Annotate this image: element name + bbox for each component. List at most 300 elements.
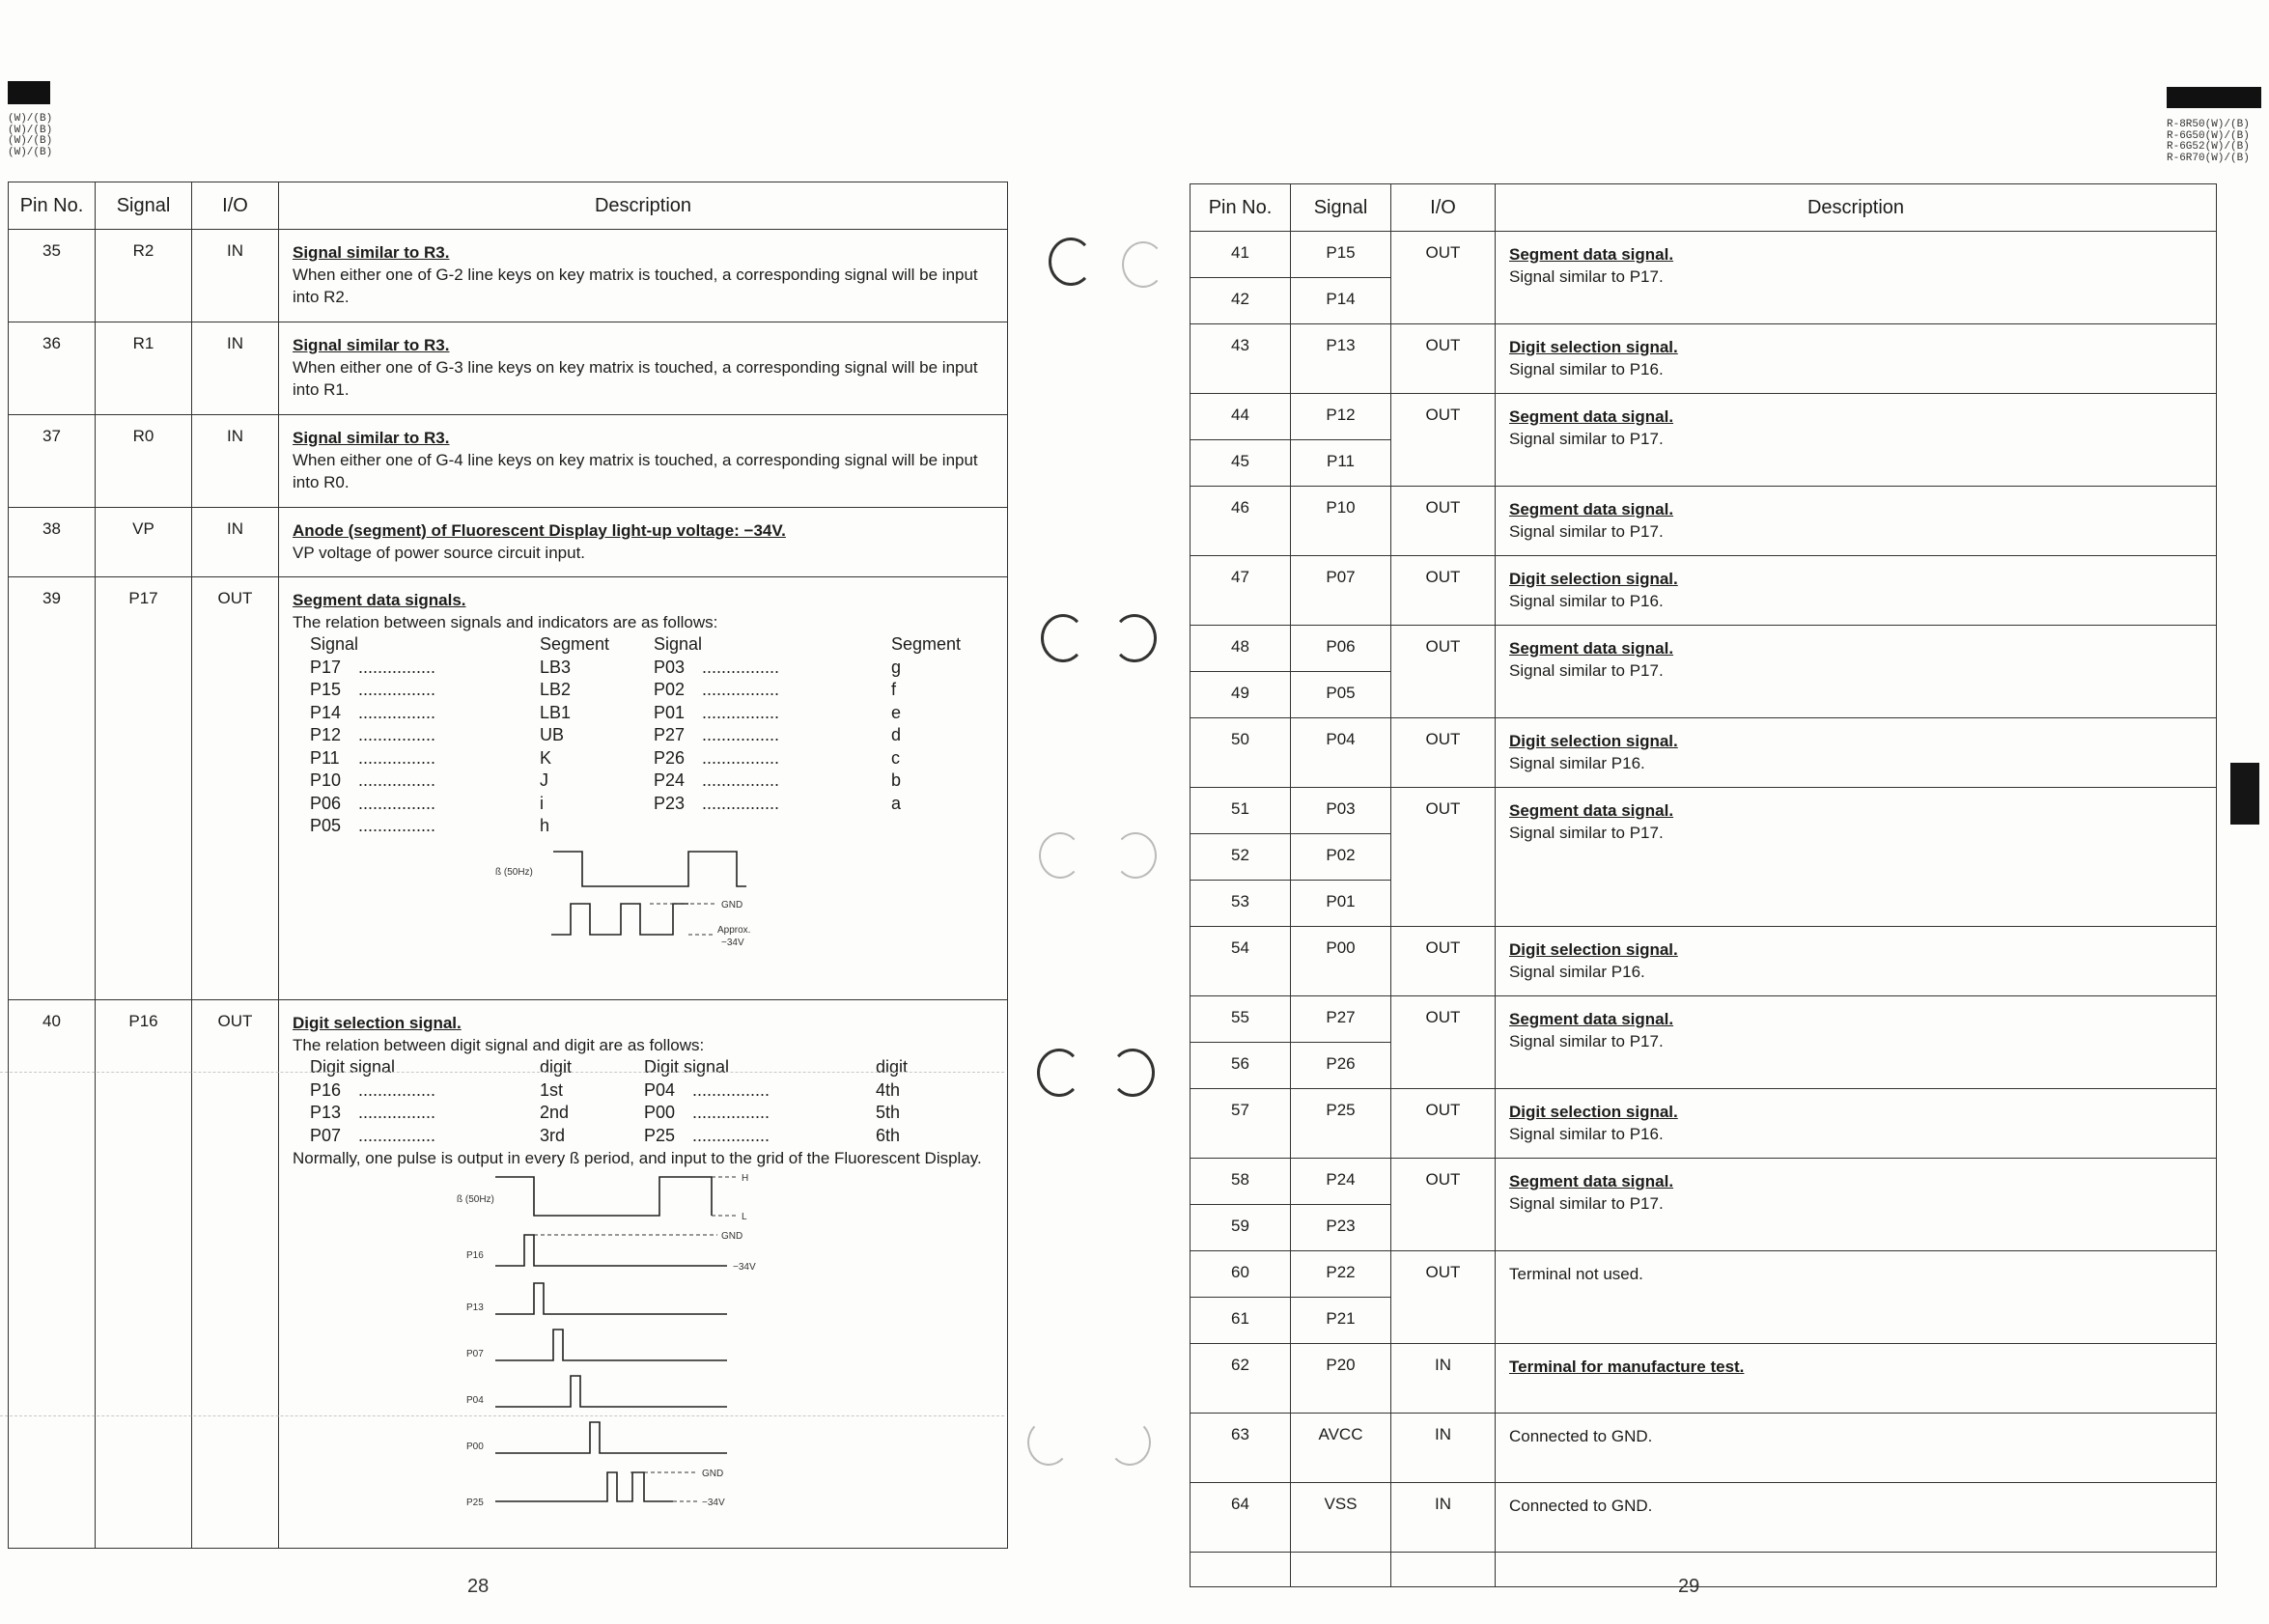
rel-col-header: digit bbox=[876, 1057, 909, 1077]
pin-cell: 54 bbox=[1191, 927, 1291, 996]
wave-clock-label: ß (50Hz) bbox=[495, 866, 533, 878]
table-row bbox=[1191, 996, 2217, 1043]
punch-hole-icon bbox=[1108, 1419, 1151, 1466]
clock-waveform bbox=[553, 852, 746, 886]
rel-signal: P15 bbox=[310, 680, 342, 699]
description-cell bbox=[1496, 927, 2217, 996]
description-heading: Signal similar to R3. bbox=[293, 429, 450, 447]
model-code: (W)/(B) bbox=[8, 135, 53, 147]
table-row bbox=[1191, 788, 2217, 834]
wave-volt-label-2: −34V bbox=[702, 1498, 725, 1508]
table-row bbox=[1191, 1483, 2217, 1553]
wave-signal-label: P07 bbox=[466, 1349, 484, 1359]
io-cell: IN bbox=[192, 230, 279, 322]
col-io: I/O bbox=[1391, 184, 1496, 232]
pin-cell: 45 bbox=[1191, 440, 1291, 487]
io-cell: OUT bbox=[1391, 394, 1496, 487]
signal-cell: P10 bbox=[1291, 487, 1391, 556]
pin-cell: 63 bbox=[1191, 1414, 1291, 1483]
description-text: When either one of G-3 line keys on key matrix is touched, a corresponding signal will be input into R1. bbox=[293, 358, 978, 399]
pin-cell: 42 bbox=[1191, 278, 1291, 324]
wave-approx-label: Approx. bbox=[717, 924, 751, 936]
pin-cell: 47 bbox=[1191, 556, 1291, 626]
rel-value: LB1 bbox=[540, 702, 572, 722]
signal-cell: P11 bbox=[1291, 440, 1391, 487]
rel-signal: P16 bbox=[310, 1079, 342, 1100]
rel-value: 3rd bbox=[540, 1125, 566, 1145]
description-text: Signal similar to P17. bbox=[1509, 1194, 1664, 1213]
io-cell: IN bbox=[1391, 1483, 1496, 1553]
scan-artifact-line bbox=[0, 1072, 1004, 1073]
table-row bbox=[9, 577, 1008, 1000]
rel-value: 6th bbox=[876, 1125, 901, 1145]
wave-signal-label: P16 bbox=[466, 1250, 484, 1261]
left-pin-table bbox=[8, 182, 1008, 1549]
io-cell: OUT bbox=[1391, 1159, 1496, 1251]
punch-hole-icon bbox=[1041, 614, 1085, 662]
io-cell: IN bbox=[1391, 1414, 1496, 1483]
rel-dots: ................ bbox=[692, 1103, 770, 1122]
pin-cell: 40 bbox=[9, 1000, 96, 1549]
pin-cell: 35 bbox=[9, 230, 96, 322]
punch-hole-icon bbox=[1122, 241, 1164, 288]
description-heading: Digit selection signal. bbox=[293, 1014, 462, 1032]
col-signal: Signal bbox=[96, 182, 192, 230]
rel-col-header: Segment bbox=[540, 634, 610, 654]
signal-cell: P02 bbox=[1291, 834, 1391, 881]
digit-note: Normally, one pulse is output in every ß period, and input to the grid of the Fluorescent Display. bbox=[293, 1149, 982, 1167]
description-cell bbox=[1496, 1483, 2217, 1553]
p04-waveform bbox=[495, 1376, 727, 1407]
rel-signal: P06 bbox=[310, 793, 342, 813]
punch-hole-icon bbox=[1114, 832, 1157, 879]
rel-dots: ................ bbox=[358, 747, 436, 768]
pin-cell: 58 bbox=[1191, 1159, 1291, 1205]
rel-dots: ................ bbox=[692, 1079, 770, 1100]
pin-cell: 57 bbox=[1191, 1089, 1291, 1159]
description-cell bbox=[1496, 232, 2217, 324]
wave-gnd-label: GND bbox=[721, 899, 743, 910]
pin-cell: 60 bbox=[1191, 1251, 1291, 1298]
table-row bbox=[9, 1000, 1008, 1549]
punch-hole-icon bbox=[1027, 1419, 1070, 1466]
signal-cell: P20 bbox=[1291, 1344, 1391, 1414]
pin-cell: 41 bbox=[1191, 232, 1291, 278]
page-number-left: 28 bbox=[467, 1576, 490, 1597]
scan-artifact-line bbox=[0, 1415, 1004, 1416]
description-text: Signal similar to P16. bbox=[1509, 592, 1664, 610]
right-black-tab bbox=[2167, 87, 2261, 108]
pin-cell: 56 bbox=[1191, 1043, 1291, 1089]
table-row bbox=[1191, 487, 2217, 556]
signal-cell: VP bbox=[96, 508, 192, 577]
table-row bbox=[1191, 394, 2217, 440]
io-cell: IN bbox=[192, 415, 279, 508]
description-heading: Segment data signal. bbox=[1509, 500, 1674, 518]
rel-value: K bbox=[540, 747, 552, 768]
wave-gnd-label: GND bbox=[721, 1231, 743, 1242]
table-row bbox=[9, 230, 1008, 322]
description-text: Connected to GND. bbox=[1509, 1427, 1653, 1445]
io-cell: OUT bbox=[1391, 487, 1496, 556]
description-heading: Digit selection signal. bbox=[1509, 1103, 1678, 1121]
io-cell: IN bbox=[192, 508, 279, 577]
signal-cell: P21 bbox=[1291, 1298, 1391, 1344]
rel-signal: P25 bbox=[644, 1125, 676, 1145]
description-cell bbox=[1496, 1159, 2217, 1251]
rel-value: LB3 bbox=[540, 657, 572, 677]
pin-cell: 64 bbox=[1191, 1483, 1291, 1553]
signal-cell: R0 bbox=[96, 415, 192, 508]
pin-cell: 53 bbox=[1191, 881, 1291, 927]
rel-value: UB bbox=[540, 725, 565, 744]
rel-signal: P03 bbox=[654, 657, 686, 677]
rel-dots: ................ bbox=[702, 770, 780, 790]
punch-hole-icon bbox=[1110, 1049, 1155, 1097]
p07-waveform bbox=[495, 1330, 727, 1360]
model-code: (W)/(B) bbox=[8, 124, 53, 136]
rel-dots: ................ bbox=[358, 680, 436, 699]
io-cell: OUT bbox=[1391, 718, 1496, 788]
page-number-right: 29 bbox=[1678, 1576, 1700, 1597]
p16-waveform bbox=[495, 1235, 727, 1266]
model-code: R-8R50(W)/(B) bbox=[2167, 119, 2250, 130]
table-row bbox=[9, 508, 1008, 577]
table-row-filler bbox=[1191, 1553, 2217, 1587]
pin-cell: 59 bbox=[1191, 1205, 1291, 1251]
signal-cell: P00 bbox=[1291, 927, 1391, 996]
description-cell bbox=[279, 508, 1008, 577]
description-text: When either one of G-2 line keys on key matrix is touched, a corresponding signal will be input into R2. bbox=[293, 266, 978, 306]
punch-hole-icon bbox=[1112, 614, 1157, 662]
description-cell bbox=[1496, 324, 2217, 394]
signal-cell: P05 bbox=[1291, 672, 1391, 718]
wave-clock-label: ß (50Hz) bbox=[457, 1194, 494, 1205]
rel-value: 4th bbox=[876, 1079, 901, 1100]
table-row bbox=[1191, 626, 2217, 672]
p25-waveform bbox=[495, 1472, 673, 1501]
punch-hole-icon bbox=[1049, 238, 1093, 286]
io-cell: OUT bbox=[1391, 1251, 1496, 1344]
punch-hole-icon bbox=[1039, 832, 1081, 879]
io-cell: OUT bbox=[1391, 556, 1496, 626]
signal-cell: P16 bbox=[96, 1000, 192, 1549]
col-signal: Signal bbox=[1291, 184, 1391, 232]
rel-value: d bbox=[891, 725, 902, 744]
description-text: Signal similar to P17. bbox=[1509, 824, 1664, 842]
rel-signal: P17 bbox=[310, 657, 342, 677]
rel-dots: ................ bbox=[702, 793, 780, 813]
io-cell: OUT bbox=[1391, 1089, 1496, 1159]
p13-waveform bbox=[495, 1283, 727, 1314]
description-heading: Segment data signal. bbox=[1509, 639, 1674, 658]
relation-intro: The relation between signals and indicators are as follows: bbox=[293, 613, 718, 631]
filler-cell bbox=[1191, 1553, 1291, 1587]
segment-waveform bbox=[551, 904, 688, 935]
signal-cell: P25 bbox=[1291, 1089, 1391, 1159]
rel-dots: ................ bbox=[358, 816, 436, 835]
description-text: Signal similar to P17. bbox=[1509, 522, 1664, 541]
table-row bbox=[9, 415, 1008, 508]
description-cell bbox=[279, 230, 1008, 322]
digit-waveform-diagram bbox=[457, 1173, 824, 1521]
table-row bbox=[1191, 1344, 2217, 1414]
wave-volt-label: −34V bbox=[733, 1262, 756, 1273]
rel-col-header: Signal bbox=[310, 634, 359, 654]
description-text: Terminal not used. bbox=[1509, 1265, 1643, 1283]
rel-value: LB2 bbox=[540, 680, 572, 699]
rel-signal: P27 bbox=[654, 725, 686, 744]
rel-col-header: Segment bbox=[891, 634, 962, 654]
wave-signal-label: P00 bbox=[466, 1442, 484, 1452]
signal-cell: P12 bbox=[1291, 394, 1391, 440]
rel-signal: P26 bbox=[654, 747, 686, 768]
rel-dots: ................ bbox=[702, 702, 780, 722]
segment-relation-table bbox=[310, 633, 994, 838]
right-pin-table bbox=[1190, 183, 2217, 1587]
table-row bbox=[1191, 718, 2217, 788]
pin-cell: 39 bbox=[9, 577, 96, 1000]
description-heading: Digit selection signal. bbox=[1509, 570, 1678, 588]
wave-gnd-label-2: GND bbox=[702, 1469, 724, 1479]
rel-value: h bbox=[540, 816, 550, 835]
signal-cell: R1 bbox=[96, 322, 192, 415]
rel-signal: P13 bbox=[310, 1103, 342, 1122]
pin-cell: 52 bbox=[1191, 834, 1291, 881]
model-code: (W)/(B) bbox=[8, 113, 53, 125]
io-cell: OUT bbox=[1391, 788, 1496, 927]
rel-value: i bbox=[540, 793, 544, 813]
pin-cell: 55 bbox=[1191, 996, 1291, 1043]
description-heading: Segment data signals. bbox=[293, 591, 466, 609]
pin-cell: 62 bbox=[1191, 1344, 1291, 1414]
filler-cell bbox=[1496, 1553, 2217, 1587]
table-row bbox=[1191, 556, 2217, 626]
description-text: VP voltage of power source circuit input. bbox=[293, 544, 586, 562]
p00-waveform bbox=[495, 1422, 727, 1453]
rel-col-header: Digit signal bbox=[310, 1057, 396, 1077]
rel-dots: ................ bbox=[358, 1079, 436, 1100]
pin-cell: 61 bbox=[1191, 1298, 1291, 1344]
description-cell bbox=[1496, 1251, 2217, 1344]
wave-volt-label: −34V bbox=[721, 937, 744, 948]
col-description: Description bbox=[279, 182, 1008, 230]
model-code: R-6R70(W)/(B) bbox=[2167, 152, 2250, 164]
model-code: R-6G50(W)/(B) bbox=[2167, 129, 2250, 142]
signal-cell: P07 bbox=[1291, 556, 1391, 626]
io-cell: IN bbox=[1391, 1344, 1496, 1414]
signal-cell: P27 bbox=[1291, 996, 1391, 1043]
rel-signal: P07 bbox=[310, 1125, 342, 1145]
rel-col-header: digit bbox=[540, 1057, 573, 1077]
table-row bbox=[1191, 1251, 2217, 1298]
signal-cell: P24 bbox=[1291, 1159, 1391, 1205]
pin-cell: 43 bbox=[1191, 324, 1291, 394]
rel-signal: P12 bbox=[310, 725, 342, 744]
rel-signal: P04 bbox=[644, 1079, 676, 1100]
table-row bbox=[1191, 927, 2217, 996]
rel-value: e bbox=[891, 702, 902, 722]
signal-cell: P17 bbox=[96, 577, 192, 1000]
rel-dots: ................ bbox=[358, 793, 436, 813]
left-model-codes bbox=[8, 114, 52, 158]
punch-hole-icon bbox=[1037, 1049, 1081, 1097]
io-cell: OUT bbox=[1391, 927, 1496, 996]
signal-cell: P22 bbox=[1291, 1251, 1391, 1298]
description-cell bbox=[279, 577, 1008, 1000]
table-row bbox=[1191, 1159, 2217, 1205]
io-cell: IN bbox=[192, 322, 279, 415]
model-code: (W)/(B) bbox=[8, 146, 53, 158]
rel-signal: P05 bbox=[310, 816, 342, 835]
rel-dots: ................ bbox=[358, 770, 436, 790]
rel-dots: ................ bbox=[358, 1125, 436, 1145]
digit-relation-table bbox=[310, 1056, 994, 1147]
signal-cell: P15 bbox=[1291, 232, 1391, 278]
signal-cell: P23 bbox=[1291, 1205, 1391, 1251]
description-heading: Digit selection signal. bbox=[1509, 940, 1678, 959]
wave-l-label: L bbox=[742, 1212, 747, 1222]
description-cell bbox=[279, 1000, 1008, 1549]
signal-cell: AVCC bbox=[1291, 1414, 1391, 1483]
io-cell: OUT bbox=[1391, 626, 1496, 718]
description-cell bbox=[1496, 996, 2217, 1089]
description-cell bbox=[1496, 487, 2217, 556]
pin-cell: 50 bbox=[1191, 718, 1291, 788]
model-code: R-6G52(W)/(B) bbox=[2167, 141, 2250, 153]
signal-cell: VSS bbox=[1291, 1483, 1391, 1553]
description-cell bbox=[279, 415, 1008, 508]
clock-waveform bbox=[495, 1177, 712, 1216]
signal-cell: P01 bbox=[1291, 881, 1391, 927]
pin-cell: 49 bbox=[1191, 672, 1291, 718]
rel-value: J bbox=[540, 770, 548, 790]
rel-dots: ................ bbox=[358, 1103, 436, 1122]
description-cell bbox=[1496, 394, 2217, 487]
description-text: Signal similar P16. bbox=[1509, 754, 1645, 772]
description-heading: Digit selection signal. bbox=[1509, 338, 1678, 356]
description-heading: Terminal for manufacture test. bbox=[1509, 1358, 1745, 1376]
rel-value: b bbox=[891, 770, 902, 790]
signal-cell: R2 bbox=[96, 230, 192, 322]
description-cell bbox=[1496, 556, 2217, 626]
rel-col-header: Digit signal bbox=[644, 1057, 730, 1077]
col-pin-no: Pin No. bbox=[9, 182, 96, 230]
rel-dots: ................ bbox=[358, 657, 436, 677]
rel-signal: P23 bbox=[654, 793, 686, 813]
pin-cell: 37 bbox=[9, 415, 96, 508]
wave-h-label: H bbox=[742, 1173, 749, 1184]
table-row bbox=[1191, 324, 2217, 394]
rel-dots: ................ bbox=[702, 657, 780, 677]
rel-value: c bbox=[891, 747, 900, 768]
description-cell bbox=[1496, 1344, 2217, 1414]
wave-signal-label: P25 bbox=[466, 1498, 484, 1508]
table-row bbox=[1191, 1414, 2217, 1483]
rel-signal: P01 bbox=[654, 702, 686, 722]
pin-cell: 38 bbox=[9, 508, 96, 577]
rel-col-header: Signal bbox=[654, 634, 703, 654]
description-cell bbox=[1496, 1089, 2217, 1159]
description-cell bbox=[1496, 626, 2217, 718]
description-cell bbox=[1496, 1414, 2217, 1483]
pin-cell: 46 bbox=[1191, 487, 1291, 556]
rel-dots: ................ bbox=[358, 725, 436, 744]
rel-dots: ................ bbox=[358, 702, 436, 722]
left-black-tab bbox=[8, 81, 50, 104]
rel-value: f bbox=[891, 680, 897, 699]
table-row bbox=[1191, 232, 2217, 278]
pin-cell: 51 bbox=[1191, 788, 1291, 834]
rel-value: 1st bbox=[540, 1079, 564, 1100]
table-row bbox=[9, 322, 1008, 415]
filler-cell bbox=[1391, 1553, 1496, 1587]
rel-signal: P10 bbox=[310, 770, 342, 790]
description-cell bbox=[279, 322, 1008, 415]
table-row bbox=[1191, 1089, 2217, 1159]
description-cell bbox=[1496, 788, 2217, 927]
pin-cell: 36 bbox=[9, 322, 96, 415]
relation-intro: The relation between digit signal and digit are as follows: bbox=[293, 1036, 705, 1054]
signal-cell: P14 bbox=[1291, 278, 1391, 324]
right-model-codes bbox=[2167, 120, 2250, 164]
signal-cell: P04 bbox=[1291, 718, 1391, 788]
rel-dots: ................ bbox=[702, 747, 780, 768]
description-heading: Signal similar to R3. bbox=[293, 243, 450, 262]
rel-signal: P24 bbox=[654, 770, 686, 790]
section-index-tab bbox=[2230, 763, 2259, 825]
rel-signal: P02 bbox=[654, 680, 686, 699]
rel-dots: ................ bbox=[692, 1125, 770, 1145]
description-text: When either one of G-4 line keys on key matrix is touched, a corresponding signal will be input into R0. bbox=[293, 451, 978, 491]
rel-value: 5th bbox=[876, 1103, 901, 1122]
signal-cell: P03 bbox=[1291, 788, 1391, 834]
description-heading: Segment data signal. bbox=[1509, 1172, 1674, 1190]
description-cell bbox=[1496, 718, 2217, 788]
io-cell: OUT bbox=[192, 1000, 279, 1549]
wave-signal-label: P04 bbox=[466, 1395, 484, 1406]
description-text: Signal similar P16. bbox=[1509, 963, 1645, 981]
filler-cell bbox=[1291, 1553, 1391, 1587]
description-heading: Digit selection signal. bbox=[1509, 732, 1678, 750]
description-text: Signal similar to P16. bbox=[1509, 360, 1664, 378]
rel-signal: P14 bbox=[310, 702, 342, 722]
signal-cell: P06 bbox=[1291, 626, 1391, 672]
io-cell: OUT bbox=[1391, 324, 1496, 394]
description-text: Signal similar to P17. bbox=[1509, 661, 1664, 680]
description-text: Signal similar to P17. bbox=[1509, 1032, 1664, 1050]
rel-dots: ................ bbox=[702, 680, 780, 699]
rel-value: a bbox=[891, 793, 902, 813]
description-text: Signal similar to P17. bbox=[1509, 430, 1664, 448]
segment-waveform-diagram bbox=[495, 848, 804, 964]
signal-cell: P26 bbox=[1291, 1043, 1391, 1089]
rel-value: 2nd bbox=[540, 1103, 570, 1122]
description-heading: Segment data signal. bbox=[1509, 801, 1674, 820]
io-cell: OUT bbox=[192, 577, 279, 1000]
io-cell: OUT bbox=[1391, 996, 1496, 1089]
col-pin-no: Pin No. bbox=[1191, 184, 1291, 232]
signal-cell: P13 bbox=[1291, 324, 1391, 394]
col-description: Description bbox=[1496, 184, 2217, 232]
rel-value: g bbox=[891, 657, 902, 677]
description-heading: Segment data signal. bbox=[1509, 1010, 1674, 1028]
description-text: Signal similar to P17. bbox=[1509, 267, 1664, 286]
pin-cell: 44 bbox=[1191, 394, 1291, 440]
description-heading: Anode (segment) of Fluorescent Display light-up voltage: −34V. bbox=[293, 521, 786, 540]
pin-cell: 48 bbox=[1191, 626, 1291, 672]
rel-signal: P00 bbox=[644, 1103, 676, 1122]
